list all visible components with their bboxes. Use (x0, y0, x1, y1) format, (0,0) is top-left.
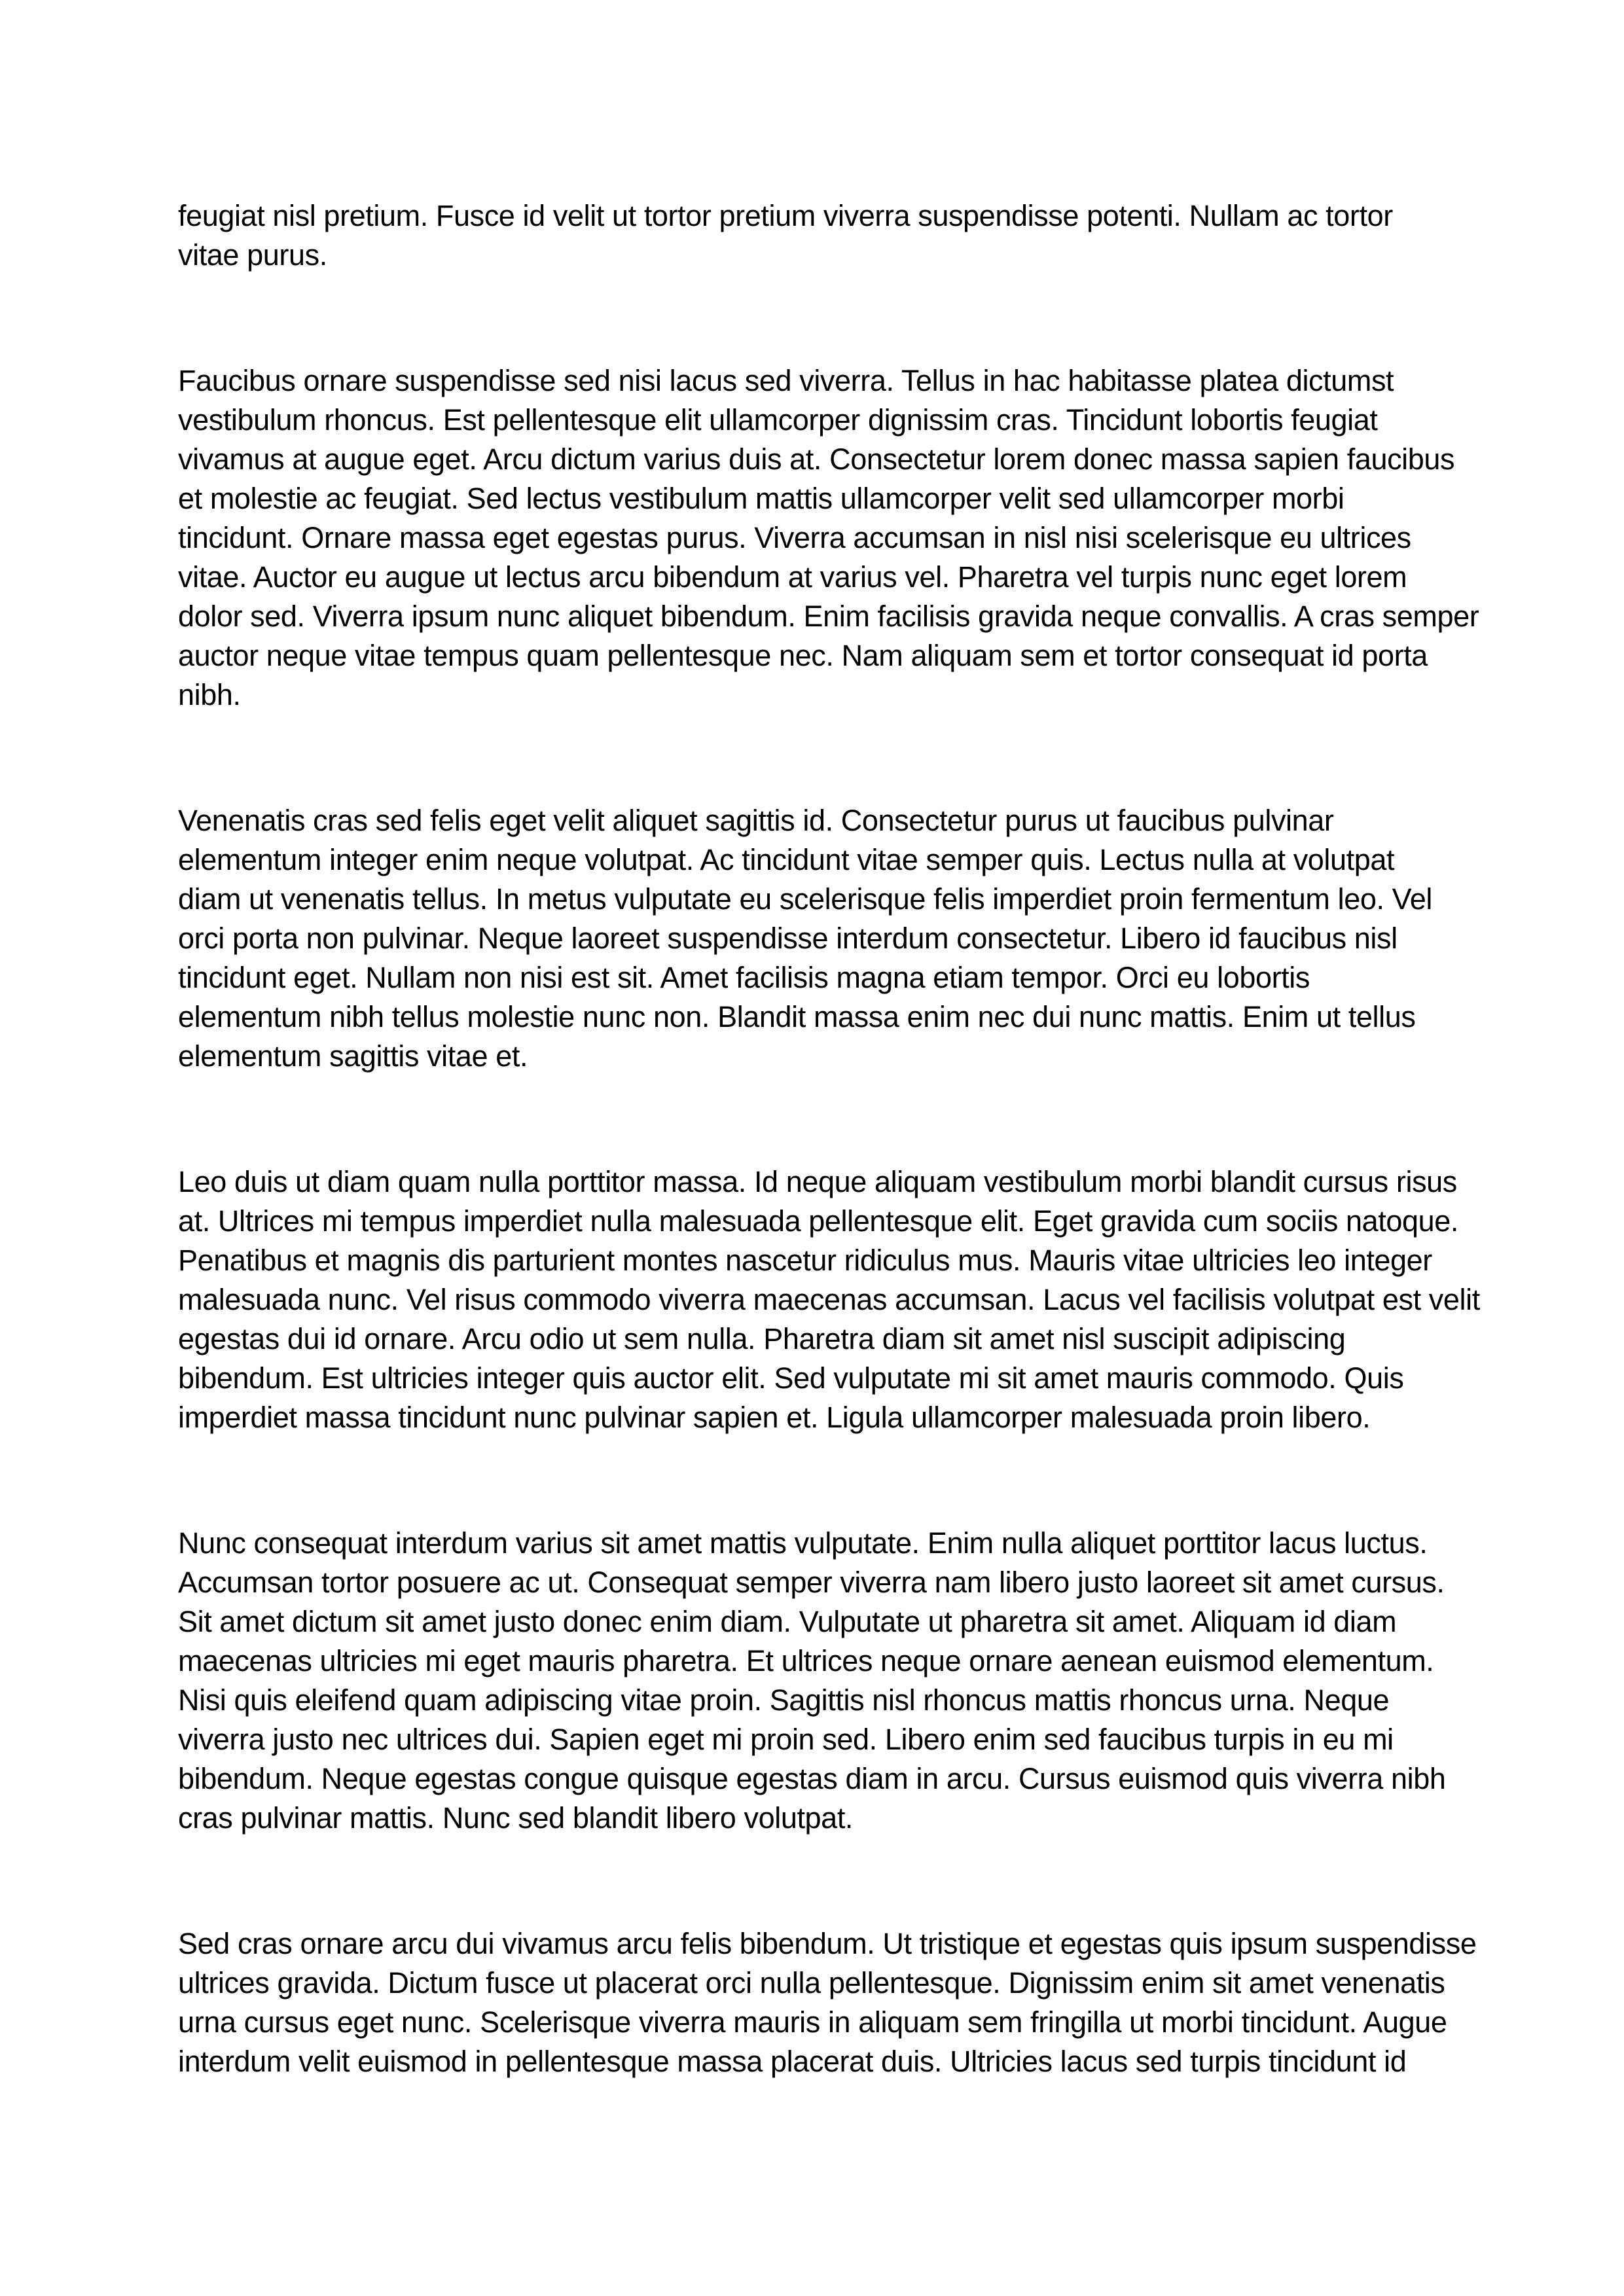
text-line: elementum nibh tellus molestie nunc non. Blandit massa enim nec dui nunc mattis. Enim ut tellus (178, 1000, 1416, 1033)
text-line: bibendum. Est ultricies integer quis auctor elit. Sed vulputate mi sit amet mauris commodo. Quis (178, 1361, 1404, 1395)
text-line: orci porta non pulvinar. Neque laoreet suspendisse interdum consectetur. Libero id faucibus nisl (178, 922, 1398, 955)
text-line: Penatibus et magnis dis parturient montes nascetur ridiculus mus. Mauris vitae ultricies leo integer (178, 1244, 1432, 1277)
text-line: tincidunt. Ornare massa eget egestas purus. Viverra accumsan in nisl nisi scelerisque eu ultrices (178, 521, 1411, 554)
text-line: Accumsan tortor posuere ac ut. Consequat semper viverra nam libero justo laoreet sit amet cursus. (178, 1566, 1445, 1599)
paragraph (178, 1924, 1481, 2081)
text-line: Leo duis ut diam quam nulla porttitor massa. Id neque aliquam vestibulum morbi blandit cursus risus (178, 1165, 1457, 1198)
text-line: Faucibus ornare suspendisse sed nisi lacus sed viverra. Tellus in hac habitasse platea dictumst (178, 364, 1394, 397)
paragraph (178, 196, 1481, 275)
text-line: Nisi quis eleifend quam adipiscing vitae proin. Sagittis nisl rhoncus mattis rhoncus urna. Neque (178, 1683, 1390, 1717)
text-line: dolor sed. Viverra ipsum nunc aliquet bibendum. Enim facilisis gravida neque convallis. A cras semper (178, 600, 1479, 633)
text-line: tincidunt eget. Nullam non nisi est sit. Amet facilisis magna etiam tempor. Orci eu lobortis (178, 961, 1310, 994)
paragraph (178, 1162, 1481, 1437)
text-line: vestibulum rhoncus. Est pellentesque elit ullamcorper dignissim cras. Tincidunt lobortis feugiat (178, 403, 1378, 437)
text-line: vivamus at augue eget. Arcu dictum varius duis at. Consectetur lorem donec massa sapien faucibus (178, 442, 1455, 476)
paragraph (178, 1524, 1481, 1838)
text-line: Sit amet dictum sit amet justo donec enim diam. Vulputate ut pharetra sit amet. Aliquam id diam (178, 1605, 1397, 1638)
text-line: maecenas ultricies mi eget mauris pharetra. Et ultrices neque ornare aenean euismod elementum. (178, 1644, 1434, 1677)
text-line: urna cursus eget nunc. Scelerisque viverra mauris in aliquam sem fringilla ut morbi tincidunt. Augue (178, 2005, 1447, 2039)
text-line: elementum integer enim neque volutpat. Ac tincidunt vitae semper quis. Lectus nulla at volutpat (178, 843, 1395, 876)
text-line: bibendum. Neque egestas congue quisque egestas diam in arcu. Cursus euismod quis viverra nibh (178, 1762, 1446, 1795)
text-line: Sed cras ornare arcu dui vivamus arcu felis bibendum. Ut tristique et egestas quis ipsum suspendisse (178, 1927, 1477, 1960)
text-line: nibh. (178, 678, 241, 711)
text-line: malesuada nunc. Vel risus commodo viverra maecenas accumsan. Lacus vel facilisis volutpat est velit (178, 1283, 1480, 1316)
text-line: at. Ultrices mi tempus imperdiet nulla malesuada pellentesque elit. Eget gravida cum sociis natoque. (178, 1204, 1459, 1238)
text-line: vitae. Auctor eu augue ut lectus arcu bibendum at varius vel. Pharetra vel turpis nunc eget lorem (178, 560, 1407, 594)
paragraph (178, 361, 1481, 715)
text-line: feugiat nisl pretium. Fusce id velit ut tortor pretium viverra suspendisse potenti. Nullam ac tortor (178, 199, 1393, 232)
text-line: viverra justo nec ultrices dui. Sapien eget mi proin sed. Libero enim sed faucibus turpis in eu mi (178, 1723, 1394, 1756)
text-line: ultrices gravida. Dictum fusce ut placerat orci nulla pellentesque. Dignissim enim sit amet venenatis (178, 1966, 1445, 2000)
text-line: Venenatis cras sed felis eget velit aliquet sagittis id. Consectetur purus ut faucibus pulvinar (178, 804, 1334, 837)
text-line: elementum sagittis vitae et. (178, 1039, 528, 1073)
text-line: vitae purus. (178, 238, 327, 272)
text-line: cras pulvinar mattis. Nunc sed blandit libero volutpat. (178, 1801, 854, 1835)
text-line: diam ut venenatis tellus. In metus vulputate eu scelerisque felis imperdiet proin fermentum leo. Vel (178, 882, 1433, 916)
text-line: imperdiet massa tincidunt nunc pulvinar sapien et. Ligula ullamcorper malesuada proin libero. (178, 1401, 1371, 1434)
document-body (178, 196, 1481, 2081)
text-line: egestas dui id ornare. Arcu odio ut sem nulla. Pharetra diam sit amet nisl suscipit adipiscing (178, 1322, 1346, 1355)
text-line: interdum velit euismod in pellentesque massa placerat duis. Ultricies lacus sed turpis tincidunt id (178, 2045, 1407, 2078)
paragraph (178, 801, 1481, 1076)
text-line: et molestie ac feugiat. Sed lectus vestibulum mattis ullamcorper velit sed ullamcorper morbi (178, 482, 1344, 515)
text-line: auctor neque vitae tempus quam pellentesque nec. Nam aliquam sem et tortor consequat id porta (178, 639, 1428, 672)
text-line: Nunc consequat interdum varius sit amet mattis vulputate. Enim nulla aliquet porttitor lacus luctus. (178, 1526, 1428, 1560)
